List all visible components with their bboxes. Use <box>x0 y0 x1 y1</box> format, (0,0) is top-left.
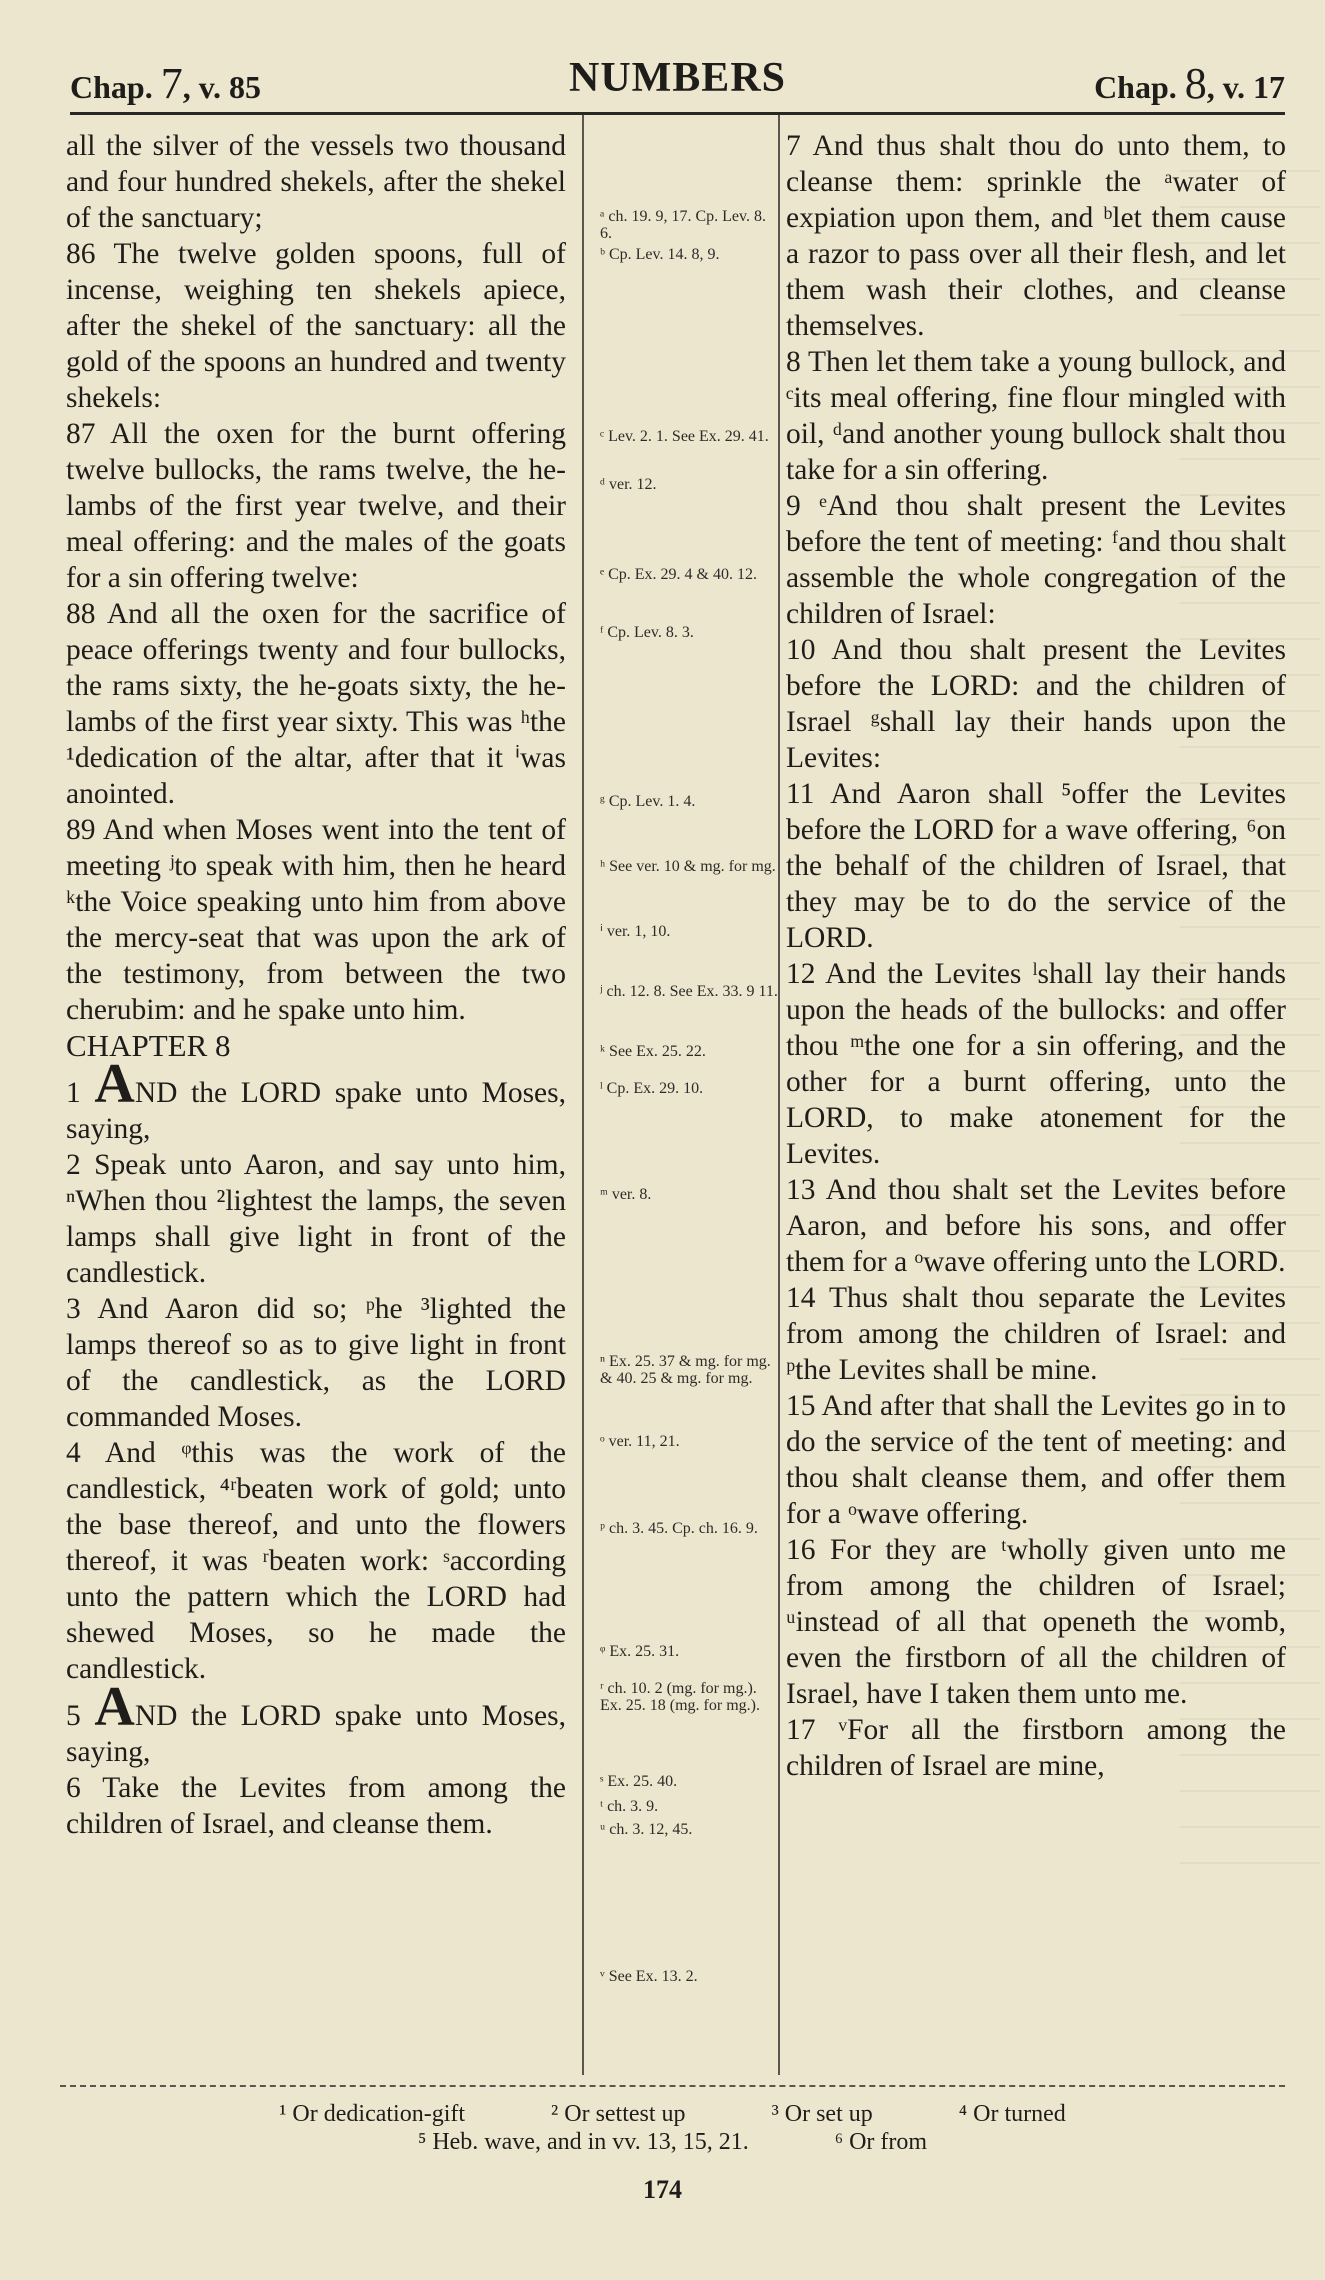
verse-paragraph: 17 ᵛFor all the firstborn among the children of Israel are mine, <box>786 1714 1286 1782</box>
verse-paragraph: 14 Thus shalt thou separate the Levites from among the children of Israel: and ᵖthe Levites shall be mine. <box>786 1282 1286 1386</box>
header-rule <box>70 112 1285 115</box>
footnote: ⁵ Heb. wave, and in vv. 13, 15, 21. <box>417 2129 749 2155</box>
verse-paragraph: 2 Speak unto Aaron, and say unto him, ⁿWhen thou ²lightest the lamps, the seven lamps shall give light in front of the candlestick. <box>66 1149 566 1289</box>
footnote-row <box>60 2128 1285 2156</box>
footnote: ² Or settest up <box>551 2101 686 2127</box>
cross-reference: ˢ Ex. 25. 40. <box>600 1773 678 1790</box>
drop-cap: A <box>94 1053 135 1115</box>
cross-reference: ᶜ Lev. 2. 1. See Ex. 29. 41. <box>600 428 769 445</box>
cross-reference: ᵏ See Ex. 25. 22. <box>600 1043 706 1060</box>
verse-paragraph: 15 And after that shall the Levites go in to do the service of the tent of meeting: and thou shalt cleanse them, and offer them for a ᵒwave offering. <box>786 1390 1286 1530</box>
footnote: ¹ Or dedication-gift <box>279 2101 466 2127</box>
cross-reference: ʰ See ver. 10 & mg. for mg. <box>600 858 776 875</box>
cross-reference: ᵠ Ex. 25. 31. <box>600 1643 680 1660</box>
footnote-row <box>60 2100 1285 2128</box>
header-right-reference: Chap. 8, v. 17 <box>1094 59 1285 108</box>
running-header <box>70 50 1285 110</box>
verse-paragraph: 4 And ᵠthis was the work of the candlestick, ⁴ʳbeaten work of gold; unto the base thereof, and unto the flowers thereof, it was ʳbeaten work: ˢaccording unto the pattern which the LORD had shewed Moses, so he made the candlestick. <box>66 1437 566 1685</box>
verse-paragraph: 16 For they are ᵗwholly given unto me from among the children of Israel; ᵘinstead of all that openeth the womb, even the firstborn of all the children of Israel, have I taken them unto me. <box>786 1534 1286 1710</box>
cross-reference: ᵇ Cp. Lev. 14. 8, 9. <box>600 246 720 263</box>
verse-paragraph: 12 And the Levites ˡshall lay their hands upon the heads of the bullocks: and offer thou ᵐthe one for a sin offering, and the other for a burnt offering, unto the LORD, to make atonement for the Levites. <box>786 958 1286 1170</box>
verse-paragraph: 11 And Aaron shall ⁵offer the Levites before the LORD for a wave offering, ⁶on the behalf of the children of Israel, that they may be to do the service of the LORD. <box>786 778 1286 954</box>
cross-reference: ᵘ ch. 3. 12, 45. <box>600 1821 693 1838</box>
cross-reference: ᵒ ver. 11, 21. <box>600 1433 680 1450</box>
cross-reference: ᵛ See Ex. 13. 2. <box>600 1968 698 1985</box>
verse-paragraph: 6 Take the Levites from among the children of Israel, and cleanse them. <box>66 1772 566 1840</box>
page-number: 174 <box>643 2175 682 2204</box>
footnote: ⁶ Or from <box>834 2129 928 2155</box>
book-title: NUMBERS <box>568 55 787 101</box>
cross-reference: ˡ Cp. Ex. 29. 10. <box>600 1080 704 1097</box>
footnotes <box>60 2100 1285 2156</box>
verse-paragraph: 9 ᵉAnd thou shalt present the Levites before the tent of meeting: ᶠand thou shalt assemble the whole congregation of the children of Israel: <box>786 490 1286 630</box>
cross-reference: ⁱ ver. 1, 10. <box>600 923 671 940</box>
column-divider-left <box>582 115 584 2075</box>
cross-reference: ᵖ ch. 3. 45. Cp. ch. 16. 9. <box>600 1520 758 1537</box>
drop-cap: A <box>94 1676 135 1738</box>
verse-paragraph: 87 All the oxen for the burnt offering twelve bullocks, the rams twelve, the he-lambs of the first year twelve, and their meal offering: and the males of the goats for a sin offering twelve: <box>66 418 566 594</box>
cross-reference: ᵃ ch. 19. 9, 17. Cp. Lev. 8. 6. <box>600 208 766 242</box>
verse-paragraph: 10 And thou shalt present the Levites before the LORD: and the children of Israel ᵍshall lay their hands upon the Levites: <box>786 634 1286 774</box>
footnote: ⁴ Or turned <box>958 2101 1066 2127</box>
verse-paragraph: 86 The twelve golden spoons, full of incense, weighing ten shekels apiece, after the shekel of the sanctuary: all the gold of the spoons an hundred and twenty shekels: <box>66 238 566 414</box>
cross-reference: ᵗ ch. 3. 9. <box>600 1798 659 1815</box>
verse-paragraph: 1 AND the LORD spake unto Moses, saying, <box>66 1053 566 1145</box>
verse-paragraph: all the silver of the vessels two thousand and four hundred shekels, after the shekel of the sanctuary; <box>66 130 566 234</box>
cross-reference: ᵐ ver. 8. <box>600 1186 652 1203</box>
footnote: ³ Or set up <box>771 2101 873 2127</box>
verse-paragraph: 5 AND the LORD spake unto Moses, saying, <box>66 1676 566 1768</box>
cross-reference: ᵍ Cp. Lev. 1. 4. <box>600 793 696 810</box>
cross-reference: ᵉ Cp. Ex. 29. 4 & 40. 12. <box>600 566 757 583</box>
cross-reference: ʳ ch. 10. 2 (mg. for mg.). Ex. 25. 18 (mg. for mg.). <box>600 1680 760 1714</box>
verse-paragraph: 3 And Aaron did so; ᵖhe ³lighted the lamps thereof so as to give light in front of the candlestick, as the LORD commanded Moses. <box>66 1293 566 1433</box>
cross-reference: ⁿ Ex. 25. 37 & mg. for mg. & 40. 25 & mg. for mg. <box>600 1353 771 1387</box>
cross-reference: ᵈ ver. 12. <box>600 476 657 493</box>
footnote-rule <box>60 2085 1285 2087</box>
verse-paragraph: 89 And when Moses went into the tent of meeting ʲto speak with him, then he heard ᵏthe Voice speaking unto him from above the mercy-seat that was upon the ark of the testimony, from between the two cherubim: and he spake unto him. <box>66 814 566 1026</box>
verse-paragraph: 88 And all the oxen for the sacrifice of peace offerings twenty and four bullocks, the rams sixty, the he-goats sixty, the he-lambs of the first year sixty. This was ʰthe ¹dedication of the altar, after that it ⁱwas anointed. <box>66 598 566 810</box>
header-left-reference: Chap. 7, v. 85 <box>70 59 261 108</box>
left-text-column <box>66 128 566 1842</box>
cross-reference: ʲ ch. 12. 8. See Ex. 33. 9 11. <box>600 983 778 1000</box>
verse-paragraph: 7 And thus shalt thou do unto them, to cleanse them: sprinkle the ᵃwater of expiation upon them, and ᵇlet them cause a razor to pass over all their flesh, and let them wash their clothes, and cleanse themselves. <box>786 130 1286 342</box>
right-text-column <box>786 128 1286 1784</box>
chapter-heading: CHAPTER 8 <box>66 1028 231 1063</box>
verse-paragraph: 8 Then let them take a young bullock, and ᶜits meal offering, fine flour mingled with oil, ᵈand another young bullock shalt thou take for a sin offering. <box>786 346 1286 486</box>
verse-paragraph: 13 And thou shalt set the Levites before Aaron, and before his sons, and offer them for a ᵒwave offering unto the LORD. <box>786 1174 1286 1278</box>
cross-reference: ᶠ Cp. Lev. 8. 3. <box>600 624 694 641</box>
